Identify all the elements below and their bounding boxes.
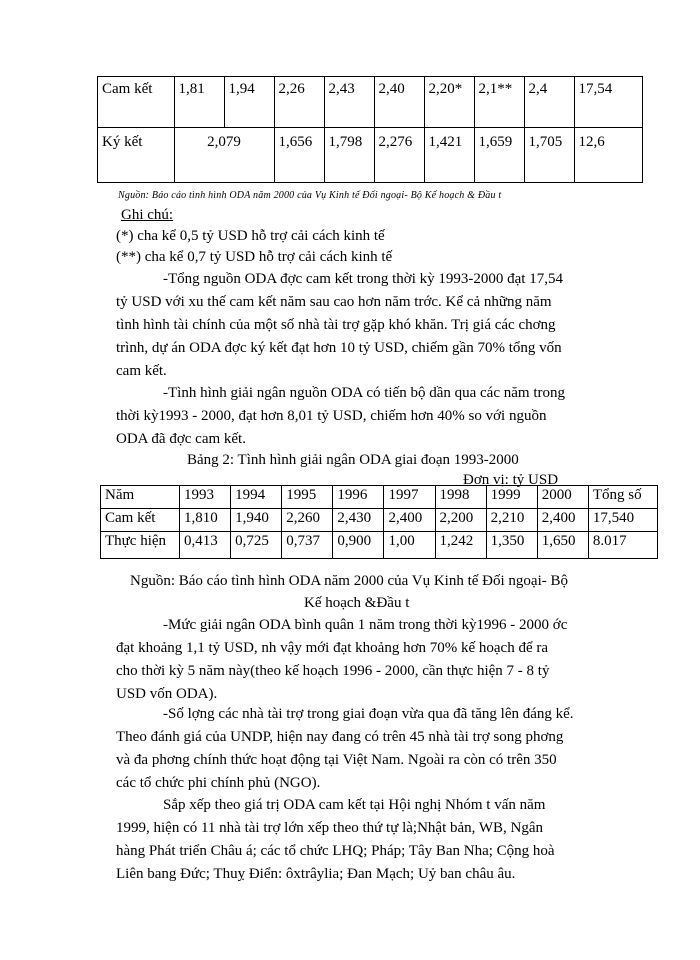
- table-cell: 1,81: [174, 77, 224, 128]
- table-cell: 2,40: [374, 77, 424, 128]
- para4-line: và đa phơng chính thức hoạt động tại Việt Nam. Ngoài ra còn có trên 350: [116, 752, 557, 768]
- header-cell: 1993: [180, 486, 231, 509]
- para4-line: các tổ chức phi chính phủ (NGO).: [116, 775, 321, 791]
- row-label: Ký kết: [98, 128, 175, 183]
- para5-line: hàng Phát triển Châu á; các tổ chức LHQ; Pháp; Tây Ban Nha; Cộng hoà: [116, 843, 555, 859]
- table-cell: 2,400: [384, 509, 435, 532]
- table-cell: 1,940: [231, 509, 282, 532]
- para5-line: Sắp xếp theo giá trị ODA cam kết tại Hội nghị Nhóm t vấn năm: [163, 797, 546, 813]
- table-row: [101, 532, 658, 559]
- para3-line: USD vốn ODA).: [116, 686, 218, 702]
- para1-line: -Tổng nguồn ODA đợc cam kết trong thời kỳ 1993-2000 đạt 17,54: [163, 271, 563, 287]
- table-row: [98, 77, 643, 128]
- note-1: (*) cha kể 0,5 tỷ USD hỗ trợ cải cách kinh tế: [116, 228, 385, 244]
- table-cell: 0,413: [180, 532, 231, 559]
- row-label: Thực hiện: [101, 532, 180, 559]
- header-cell: Năm: [101, 486, 180, 509]
- table-cell: 2,200: [435, 509, 486, 532]
- table-cell: 2,400: [537, 509, 588, 532]
- row-label: Cam kết: [98, 77, 175, 128]
- table2-source: Nguồn: Báo cáo tình hình ODA năm 2000 của Vụ Kinh tế Đối ngoại- Bộ: [130, 573, 569, 589]
- header-cell: 2000: [537, 486, 588, 509]
- table-cell: 1,94: [224, 77, 274, 128]
- table-cell: 2,1**: [474, 77, 524, 128]
- row-label: Cam kết: [101, 509, 180, 532]
- para4-line: -Số lợng các nhà tài trợ trong giai đoạn vừa qua đã tăng lên đáng kể.: [163, 706, 574, 722]
- table-cell: 17,540: [588, 509, 657, 532]
- para1-line: cam kết.: [116, 363, 167, 379]
- table-cell: 2,26: [274, 77, 324, 128]
- table-cell: 0,725: [231, 532, 282, 559]
- para3-line: -Mức giải ngân ODA bình quân 1 năm trong thời kỳ1996 - 2000 ớc: [163, 617, 568, 633]
- table-cell: 2,260: [282, 509, 333, 532]
- notes-title: Ghi chú:: [121, 207, 174, 223]
- table-header-row: [101, 486, 658, 509]
- table-cell: 1,705: [524, 128, 574, 183]
- para5-line: 1999, hiện có 11 nhà tài trợ lớn xếp theo thứ tự là;Nhật bản, WB, Ngân: [116, 820, 544, 836]
- table-cell: 1,242: [435, 532, 486, 559]
- table1-source: Nguồn: Báo cáo tình hình ODA năm 2000 của Vụ Kinh tế Đối ngoại- Bộ Kế hoạch & Đầu t: [118, 190, 502, 201]
- para2-line: thời kỳ1993 - 2000, đạt hơn 8,01 tỷ USD, chiếm hơn 40% so với nguồn: [116, 408, 547, 424]
- para1-line: trình, dự án ODA đợc ký kết đạt hơn 10 tỷ USD, chiếm gần 70% tổng vốn: [116, 340, 562, 356]
- para4-line: Theo đánh giá của UNDP, hiện nay đang có trên 45 nhà tài trợ song phơng: [116, 729, 564, 745]
- table-cell: 0,900: [333, 532, 384, 559]
- table-cell: 8.017: [588, 532, 657, 559]
- para3-line: cho thời kỳ 5 năm này(theo kế hoạch 1996 - 2000, cần thực hiện 7 - 8 tỷ: [116, 663, 550, 679]
- para1-line: tỷ USD với xu thế cam kết năm sau cao hơn năm trớc. Kể cả những năm: [116, 294, 552, 310]
- table-cell: 2,210: [486, 509, 537, 532]
- para2-line: ODA đã đợc cam kết.: [116, 431, 246, 447]
- table-cell: 1,00: [384, 532, 435, 559]
- table-cell: 2,276: [374, 128, 424, 183]
- header-cell: 1997: [384, 486, 435, 509]
- table-cell: 1,656: [274, 128, 324, 183]
- table-cell-total: 17,54: [574, 77, 642, 128]
- table-cell: 2,43: [324, 77, 374, 128]
- para3-line: đạt khoảng 1,1 tỷ USD, nh vậy mới đạt khoảng hơn 70% kế hoạch để ra: [116, 640, 549, 656]
- table2-unit: Đơn vị: tỷ USD: [463, 472, 559, 488]
- table-cell: 1,659: [474, 128, 524, 183]
- header-cell: 1998: [435, 486, 486, 509]
- table-cell: 1,798: [324, 128, 374, 183]
- para1-line: tình hình tài chính của một số nhà tài trợ gặp khó khăn. Trị giá các chơng: [116, 317, 556, 333]
- table-cell: 0,737: [282, 532, 333, 559]
- table2-source-cont: Kế hoạch &Đầu t: [304, 595, 410, 611]
- header-cell: 1999: [486, 486, 537, 509]
- para2-line: -Tình hình giải ngân nguồn ODA có tiến bộ dần qua các năm trong: [163, 385, 565, 401]
- table-cell: 2,20*: [424, 77, 474, 128]
- table-commitment-signing: [97, 76, 643, 183]
- table-cell: 1,650: [537, 532, 588, 559]
- table-cell-merged: 2,079: [174, 128, 274, 183]
- header-cell: 1995: [282, 486, 333, 509]
- table-cell: 1,421: [424, 128, 474, 183]
- table-cell: 1,810: [180, 509, 231, 532]
- table-row: [98, 128, 643, 183]
- para5-line: Liên bang Đức; Thuỵ Điển: ôxtrâylia; Đan Mạch; Uỷ ban châu âu.: [116, 866, 516, 882]
- table-disbursement: [100, 485, 658, 559]
- note-2: (**) cha kể 0,7 tỷ USD hỗ trợ cải cách kinh tế: [116, 249, 393, 265]
- header-cell: 1996: [333, 486, 384, 509]
- table-row: [101, 509, 658, 532]
- table-cell: 2,430: [333, 509, 384, 532]
- header-cell: Tổng số: [588, 486, 657, 509]
- table-cell-total: 12,6: [574, 128, 642, 183]
- table2-title: Bảng 2: Tình hình giải ngân ODA giai đoạn 1993-2000: [187, 452, 519, 468]
- header-cell: 1994: [231, 486, 282, 509]
- table-cell: 2,4: [524, 77, 574, 128]
- table-cell: 1,350: [486, 532, 537, 559]
